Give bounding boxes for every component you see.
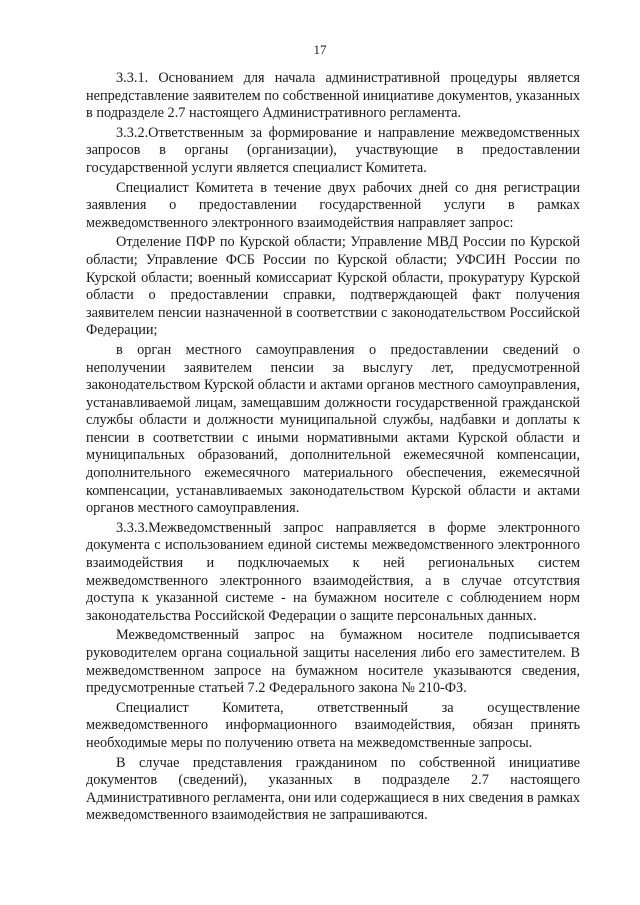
paragraph-own-initiative: В случае представления гражданином по собственной инициативе документов (сведений), указанных в подразделе 2.7 настоящего Административного регламента, они или содержащиеся в них сведения в рамках межведомственного взаимодействия не запрашиваются. — [86, 754, 580, 824]
paragraph-3-3-2: 3.3.2.Ответственным за формирование и направление межведомственных запросов в органы (организации), участвующие в предоставлении государственной услуги является специалист Комитета. — [86, 124, 580, 176]
paragraph-responsible-specialist: Специалист Комитета, ответственный за осуществление межведомственного информационного взаимодействия, обязан принять необходимые меры по получению ответа на межведомственные запросы. — [86, 699, 580, 751]
paragraph-pfr-request: Отделение ПФР по Курской области; Управление МВД России по Курской области; Управление ФСБ России по Курской области; УФСИН России по Курской области; военный комиссариат Курской области, прокуратуру Курской области о предоставлении справки, подтверждающей факт получения заявителем пенсии назначенной в соответствии с законодательством Российской Федерации; — [86, 234, 580, 339]
paragraph-paper-request: Межведомственный запрос на бумажном носителе подписывается руководителем органа социальной защиты населения либо его заместителем. В межведомственном запросе на бумажном носителе указываются сведения, предусмотренные статьей 7.2 Федерального закона № 210-ФЗ. — [86, 627, 580, 697]
paragraph-local-government-request: в орган местного самоуправления о предоставлении сведений о неполучении заявителем пенсии за выслугу лет, предусмотренной законодательством Курской области и актами органов местного самоуправления, устанавливаемой лицам, замещавшим должности государственной гражданской службы области и должности муниципальной службы, надбавки и доплаты к пенсии в соответствии с иными нормативными актами Курской области и муниципальных образований, дополнительной ежемесячной компенсации, дополнительного ежемесячного материального обеспечения, ежемесячной компенсации, устанавливаемых законодательством Курской области и актами органов местного самоуправления. — [86, 341, 580, 517]
page-number: 17 — [313, 42, 327, 57]
paragraph-3-3-3: 3.3.3.Межведомственный запрос направляется в форме электронного документа с использованием единой системы межведомственного электронного взаимодействия и подключаемых к ней региональных систем межведомственного электронного взаимодействия, а в случае отсутствия доступа к указанной системе - на бумажном носителе с соблюдением норм законодательства Российской Федерации о защите персональных данных. — [86, 519, 580, 624]
paragraph-specialist-request: Специалист Комитета в течение двух рабочих дней со дня регистрации заявления о предоставлении государственной услуги в рамках межведомственного электронного взаимодействия направляет запрос: — [86, 179, 580, 231]
document-body — [86, 70, 580, 825]
paragraph-3-3-1: 3.3.1. Основанием для начала административной процедуры является непредставление заявителем по собственной инициативе документов, указанных в подразделе 2.7 настоящего Административного регламента. — [86, 70, 580, 122]
